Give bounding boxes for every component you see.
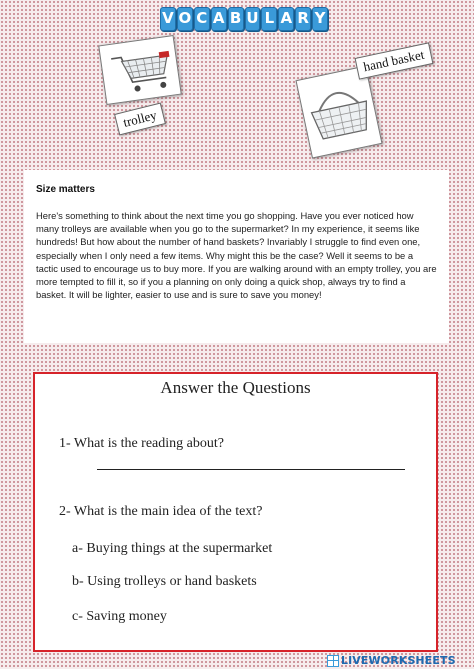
liveworksheets-footer: [327, 654, 456, 667]
question-2: 2- What is the main idea of the text?: [59, 504, 263, 519]
option-b[interactable]: b- Using trolleys or hand baskets: [72, 574, 257, 589]
questions-title: Answer the Questions: [160, 378, 311, 397]
trolley-picture-card: [98, 35, 182, 105]
basket-label: hand basket: [355, 42, 434, 79]
question-1: 1- What is the reading about?: [59, 436, 224, 451]
vocabulary-banner: [160, 7, 328, 31]
banner-letter: L: [261, 7, 277, 31]
banner-letter: R: [295, 7, 311, 31]
questions-box: [33, 372, 438, 652]
brand-name: LIVEWORKSHEETS: [341, 654, 456, 667]
banner-letter: C: [194, 7, 210, 31]
liveworksheets-logo-icon: [327, 655, 339, 667]
banner-letter: O: [177, 7, 193, 31]
reading-title: Size matters: [36, 184, 95, 195]
trolley-label: trolley: [114, 103, 166, 136]
reading-passage: [24, 170, 449, 343]
banner-letter: A: [211, 7, 227, 31]
banner-letter: V: [160, 7, 176, 31]
reading-body: Here's something to think about the next time you go shopping. Have you ever noticed how many trolleys are available when you go to the supermarket? In my experience, it seems like hundreds! But how about the number of hand baskets? Invariably I struggle to find even one, especially when I only need a few items. Why might this be the case? Well it seems to be a tactic used to encourage us to buy more. If you are walking around with an empty trolley, you are more tempted to fill it, so if you a planning on only doing a quick shop, always try to find a basket. It will be lighter, easier to use and is sure to save you money!: [36, 210, 437, 301]
banner-letter: Y: [312, 7, 328, 31]
banner-letter: A: [278, 7, 294, 31]
answer-line[interactable]: [97, 469, 405, 470]
trolley-icon: [99, 36, 183, 106]
banner-letter: U: [245, 7, 261, 31]
option-a[interactable]: a- Buying things at the supermarket: [72, 541, 273, 556]
banner-letter: B: [228, 7, 244, 31]
basket-picture-card: [295, 65, 382, 158]
basket-icon: [297, 66, 384, 159]
option-c[interactable]: c- Saving money: [72, 609, 167, 624]
